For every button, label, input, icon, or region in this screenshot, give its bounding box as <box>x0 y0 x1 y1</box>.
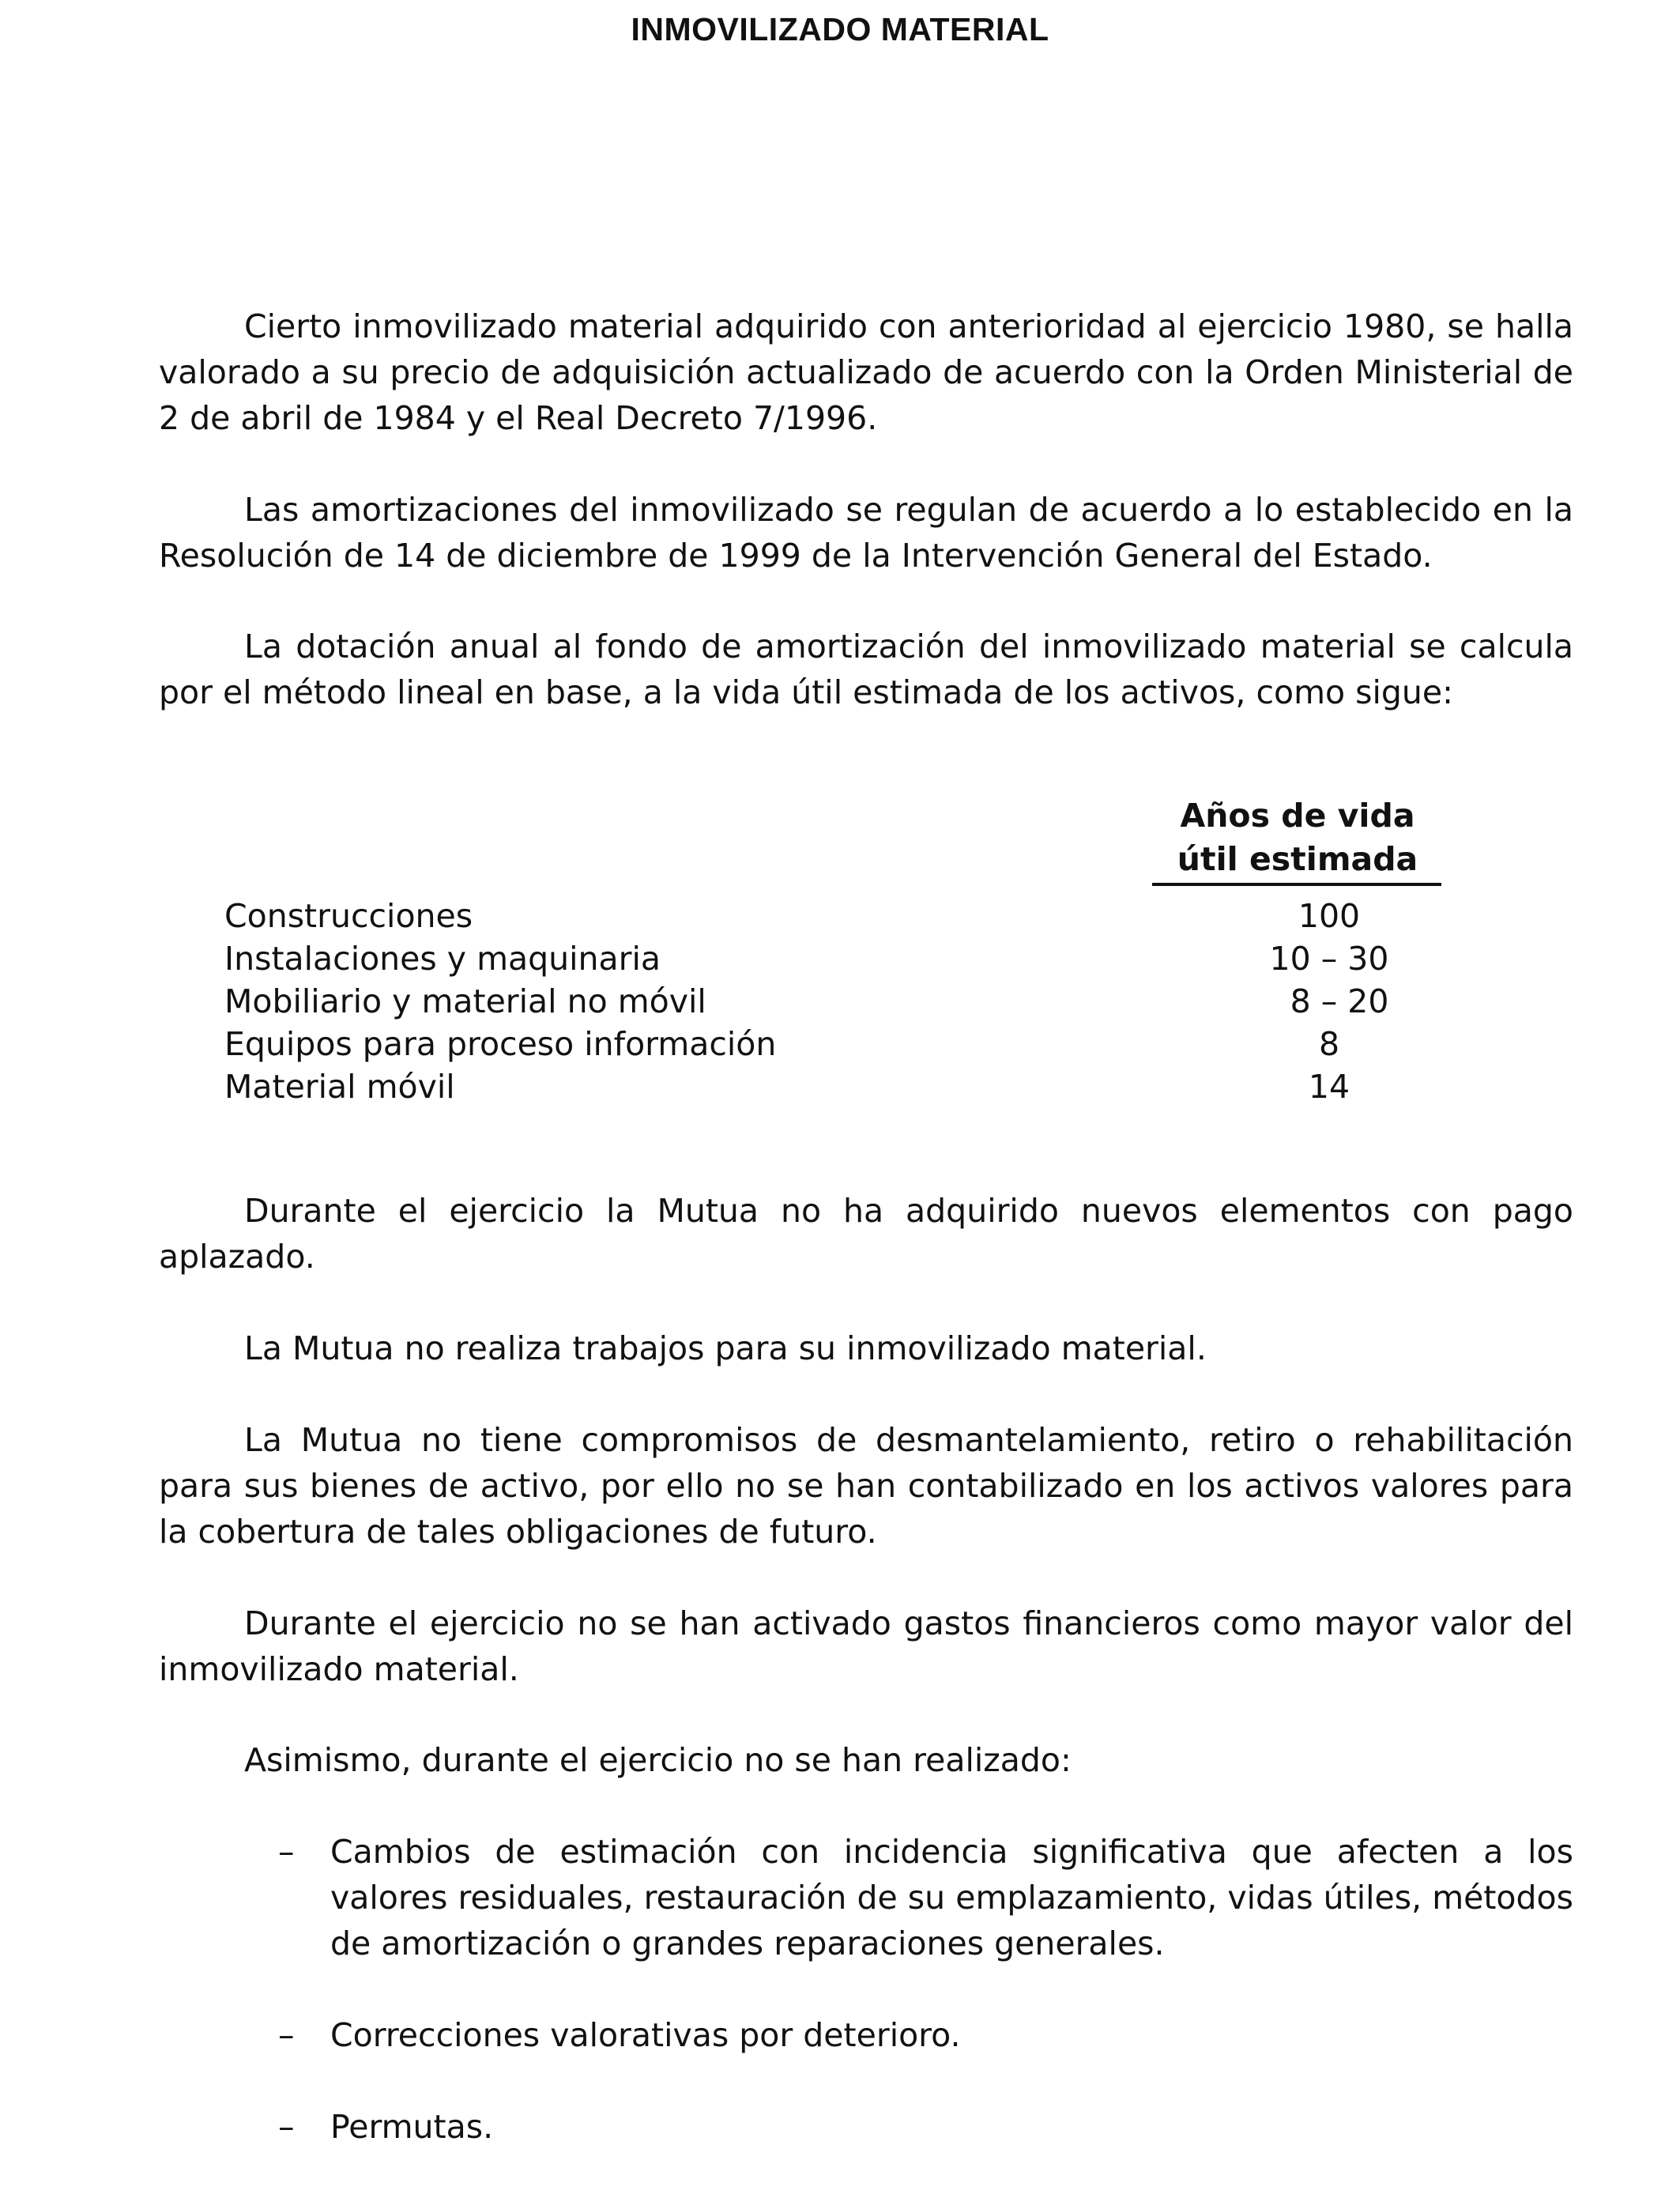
table-header-line2: útil estimada <box>1177 840 1418 878</box>
bullet-marker: – <box>278 2016 295 2054</box>
paragraph-amortizaciones: Las amortizaciones del inmovilizado se regulan de acuerdo a lo establecido en la Resolución de 14 de diciembre de 1999 de la Intervención General del Estado. <box>159 491 1573 575</box>
row-label: Equipos para proceso información <box>224 1025 777 1063</box>
table-row <box>224 1064 1441 1106</box>
paragraph-asimismo: Asimismo, durante el ejercicio no se han realizado: <box>244 1741 1072 1779</box>
bullet-marker: – <box>278 2108 295 2146</box>
bullet-item-permutas: Permutas. <box>330 2108 494 2146</box>
bullet-item-correcciones: Correcciones valorativas por deterioro. <box>330 2016 961 2054</box>
row-value: 10 – 30 <box>1269 940 1389 978</box>
table-row <box>224 893 1441 936</box>
page-title: INMOVILIZADO MATERIAL <box>631 11 1049 47</box>
row-value: 100 <box>1298 897 1361 935</box>
row-value: 8 – 20 <box>1269 982 1389 1020</box>
paragraph-desmantelamiento: La Mutua no tiene compromisos de desmantelamiento, retiro o rehabilitación para sus bienes de activo, por ello no se han contabilizado en los activos valores para la cobertura de tales obligaciones de futuro. <box>159 1421 1573 1551</box>
paragraph-pago-aplazado: Durante el ejercicio la Mutua no ha adquirido nuevos elementos con pago aplazado. <box>159 1192 1573 1276</box>
table-header <box>1154 794 1441 881</box>
row-label: Instalaciones y maquinaria <box>224 940 661 978</box>
table-header-rule <box>1152 883 1441 886</box>
paragraph-valoracion: Cierto inmovilizado material adquirido con anterioridad al ejercicio 1980, se halla valorado a su precio de adquisición actualizado de acuerdo con la Orden Ministerial de 2 de abril de 1984 y el Real Decreto 7/1996. <box>159 307 1573 437</box>
row-label: Material móvil <box>224 1068 455 1106</box>
row-label: Mobiliario y material no móvil <box>224 982 706 1020</box>
bullet-item-cambios: Cambios de estimación con incidencia significativa que afecten a los valores residuales, restauración de su emplazamiento, vidas útiles, métodos de amortización o grandes reparaciones generales. <box>330 1833 1573 1962</box>
table-row <box>224 936 1441 978</box>
table-row <box>224 1021 1441 1064</box>
paragraph-trabajos: La Mutua no realiza trabajos para su inmovilizado material. <box>244 1329 1207 1367</box>
bullet-marker: – <box>278 1833 295 1871</box>
paragraph-dotacion: La dotación anual al fondo de amortización del inmovilizado material se calcula por el método lineal en base, a la vida útil estimada de los activos, como sigue: <box>159 628 1573 711</box>
paragraph-gastos-financieros: Durante el ejercicio no se han activado gastos financieros como mayor valor del inmovilizado material. <box>159 1604 1573 1688</box>
row-value: 8 <box>1318 1025 1340 1063</box>
row-label: Construcciones <box>224 897 473 935</box>
row-value: 14 <box>1308 1068 1350 1106</box>
table-header-line1: Años de vida <box>1180 797 1415 835</box>
table-row <box>224 978 1441 1021</box>
